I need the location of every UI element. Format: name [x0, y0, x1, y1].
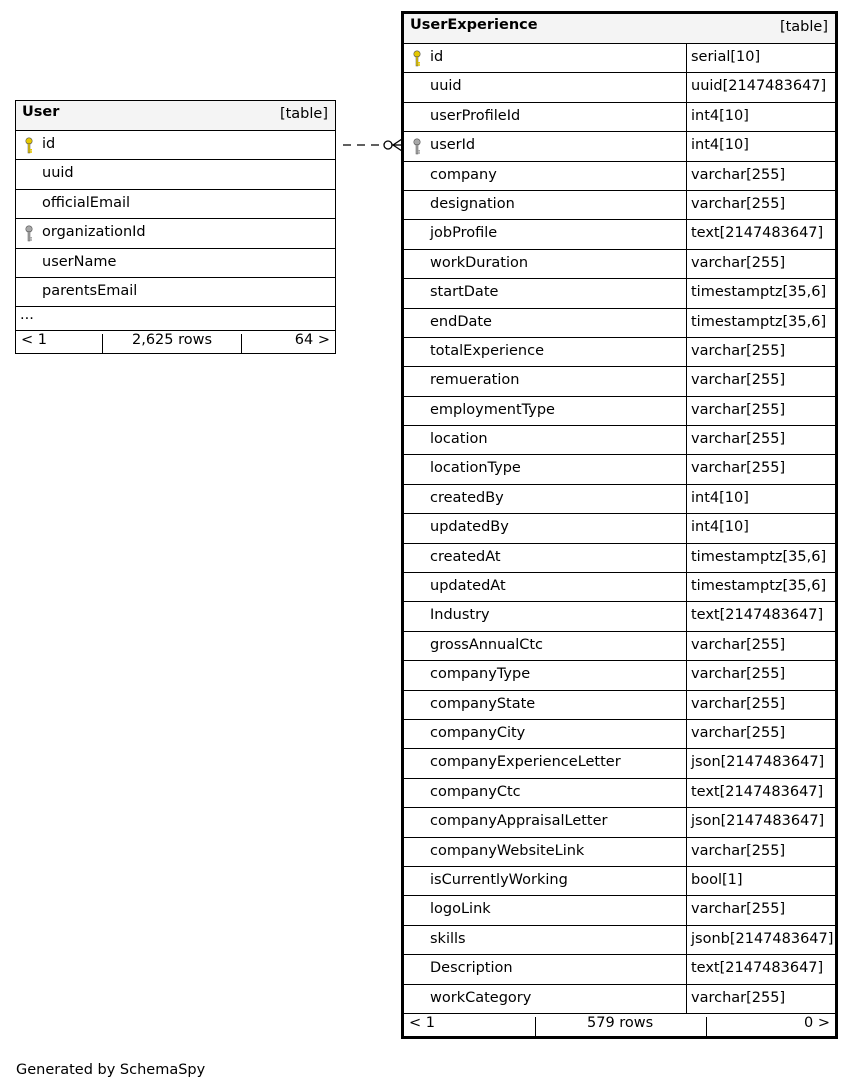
column-name: userId — [430, 137, 476, 154]
column-name: id — [430, 49, 444, 65]
column-row[interactable] — [404, 485, 835, 514]
column-row[interactable] — [404, 338, 835, 367]
cell-divider — [686, 602, 687, 630]
column-type: varchar[255] — [691, 166, 786, 183]
userexperience-table-footer — [404, 1014, 835, 1036]
column-name: companyExperienceLetter — [430, 754, 621, 771]
column-type: bool[1] — [691, 871, 743, 888]
column-row[interactable] — [404, 867, 835, 896]
column-type: varchar[255] — [691, 195, 786, 212]
column-type: varchar[255] — [691, 372, 786, 389]
column-row[interactable] — [404, 955, 835, 984]
cell-divider — [686, 720, 687, 748]
column-type: varchar[255] — [691, 724, 786, 741]
cell-divider — [686, 485, 687, 513]
column-row[interactable] — [404, 426, 835, 455]
cell-divider — [686, 955, 687, 983]
cell-divider — [686, 691, 687, 719]
footer-divider — [706, 1017, 707, 1036]
column-type: timestamptz[35,6] — [691, 548, 827, 565]
cell-divider — [686, 808, 687, 836]
column-name: workCategory — [430, 989, 532, 1006]
column-name: skills — [430, 930, 466, 947]
cell-divider — [686, 191, 687, 219]
column-name: isCurrentlyWorking — [430, 871, 568, 888]
column-name: parentsEmail — [42, 282, 138, 299]
userexperience-table-header[interactable] — [404, 14, 835, 44]
column-name: companyAppraisalLetter — [430, 813, 608, 830]
column-row[interactable] — [16, 278, 335, 307]
user-table-name[interactable]: User — [22, 104, 60, 120]
column-name: logoLink — [430, 901, 491, 918]
user-column-list — [16, 131, 335, 307]
column-name: Description — [430, 960, 513, 977]
column-row[interactable] — [404, 808, 835, 837]
footer-divider — [102, 334, 103, 353]
column-type: varchar[255] — [691, 342, 786, 359]
cell-divider — [686, 162, 687, 190]
user-prev-link[interactable]: < 1 — [21, 332, 47, 349]
foreign-key-icon — [24, 225, 34, 242]
column-row[interactable] — [404, 749, 835, 778]
column-type: varchar[255] — [691, 636, 786, 653]
column-row[interactable] — [404, 455, 835, 484]
column-row[interactable] — [16, 249, 335, 278]
column-type: uuid[2147483647] — [691, 78, 827, 95]
cell-divider — [686, 426, 687, 454]
cell-divider — [686, 132, 687, 160]
column-type: varchar[255] — [691, 460, 786, 477]
column-type: varchar[255] — [691, 666, 786, 683]
column-type: varchar[255] — [691, 254, 786, 271]
foreign-key-icon — [412, 138, 422, 155]
column-type: text[2147483647] — [691, 783, 824, 800]
cell-divider — [686, 397, 687, 425]
userexperience-column-list — [404, 44, 835, 1014]
column-row[interactable] — [404, 838, 835, 867]
column-name: location — [430, 431, 488, 448]
column-row[interactable] — [404, 44, 835, 73]
column-type: varchar[255] — [691, 431, 786, 448]
footer-divider — [241, 334, 242, 353]
column-row[interactable] — [404, 220, 835, 249]
column-type: timestamptz[35,6] — [691, 284, 827, 301]
column-type: int4[10] — [691, 489, 749, 506]
cell-divider — [686, 250, 687, 278]
column-name: organizationId — [42, 224, 146, 241]
primary-key-icon — [412, 50, 422, 67]
column-type: timestamptz[35,6] — [691, 313, 827, 330]
column-name: company — [430, 166, 497, 183]
column-row[interactable] — [404, 397, 835, 426]
column-name: jobProfile — [430, 225, 498, 242]
user-table-type: [table] — [279, 106, 328, 122]
cell-divider — [686, 838, 687, 866]
column-name: remueration — [430, 372, 520, 389]
column-name: updatedAt — [430, 578, 506, 595]
column-type: int4[10] — [691, 107, 749, 124]
column-name: locationType — [430, 460, 521, 477]
column-name: employmentType — [430, 401, 555, 418]
cell-divider — [686, 573, 687, 601]
column-row[interactable] — [404, 573, 835, 602]
column-type: varchar[255] — [691, 695, 786, 712]
column-type: varchar[255] — [691, 401, 786, 418]
column-name: createdAt — [430, 548, 501, 565]
userexperience-prev-link[interactable]: < 1 — [409, 1014, 435, 1031]
column-row[interactable] — [404, 926, 835, 955]
column-row[interactable] — [404, 514, 835, 543]
column-row[interactable] — [404, 162, 835, 191]
column-name: workDuration — [430, 254, 529, 271]
column-row[interactable] — [404, 367, 835, 396]
column-row[interactable] — [404, 691, 835, 720]
column-type: jsonb[2147483647] — [691, 930, 834, 947]
column-row[interactable] — [16, 160, 335, 189]
column-name: id — [42, 136, 56, 152]
column-type: varchar[255] — [691, 989, 786, 1006]
column-name: userName — [42, 253, 117, 270]
column-type: int4[10] — [691, 137, 749, 154]
column-type: json[2147483647] — [691, 813, 825, 830]
cell-divider — [686, 309, 687, 337]
generated-by-credit: Generated by SchemaSpy — [16, 1062, 206, 1078]
footer-divider — [535, 1017, 536, 1036]
column-row[interactable] — [404, 73, 835, 102]
cell-divider — [686, 103, 687, 131]
cell-divider — [686, 896, 687, 924]
cell-divider — [686, 367, 687, 395]
column-row[interactable] — [404, 720, 835, 749]
column-row[interactable] — [404, 779, 835, 808]
column-name: designation — [430, 195, 515, 212]
column-name: companyState — [430, 695, 536, 712]
column-type: text[2147483647] — [691, 607, 824, 624]
cell-divider — [686, 544, 687, 572]
userexperience-table-name[interactable]: UserExperience — [410, 17, 538, 33]
column-row[interactable] — [404, 309, 835, 338]
column-name: companyType — [430, 666, 531, 683]
column-name: createdBy — [430, 489, 504, 506]
user-table-footer — [16, 331, 335, 353]
userexperience-table-type: [table] — [779, 19, 828, 35]
column-type: serial[10] — [691, 49, 761, 65]
column-type: int4[10] — [691, 519, 749, 536]
column-row[interactable] — [16, 219, 335, 248]
column-row[interactable] — [16, 131, 335, 160]
user-table-header[interactable] — [16, 101, 335, 131]
column-name: grossAnnualCtc — [430, 636, 544, 653]
column-type: varchar[255] — [691, 842, 786, 859]
column-name: companyCtc — [430, 783, 521, 800]
column-name: officialEmail — [42, 194, 131, 211]
cell-divider — [686, 632, 687, 660]
column-name: endDate — [430, 313, 492, 330]
more-columns: ... — [16, 307, 335, 331]
cell-divider — [686, 455, 687, 483]
cell-divider — [686, 73, 687, 101]
column-name: startDate — [430, 284, 499, 301]
column-name: Industry — [430, 607, 490, 624]
column-type: json[2147483647] — [691, 754, 825, 771]
cell-divider — [686, 867, 687, 895]
cell-divider — [686, 220, 687, 248]
user-row-count: 2,625 rows — [132, 332, 213, 349]
userexperience-row-count: 579 rows — [587, 1014, 654, 1031]
column-type: varchar[255] — [691, 901, 786, 918]
column-row[interactable] — [404, 279, 835, 308]
column-row[interactable] — [404, 103, 835, 132]
cell-divider — [686, 779, 687, 807]
user-table[interactable] — [15, 100, 336, 354]
column-row[interactable] — [404, 544, 835, 573]
cell-divider — [686, 749, 687, 777]
column-row[interactable] — [404, 632, 835, 661]
column-row[interactable] — [404, 250, 835, 279]
cell-divider — [686, 514, 687, 542]
column-type: text[2147483647] — [691, 960, 824, 977]
column-name: totalExperience — [430, 342, 545, 359]
cell-divider — [686, 279, 687, 307]
cell-divider — [686, 661, 687, 689]
primary-key-icon — [24, 137, 34, 154]
cell-divider — [686, 338, 687, 366]
column-name: uuid — [42, 165, 74, 182]
column-name: companyCity — [430, 724, 526, 741]
column-type: text[2147483647] — [691, 225, 824, 242]
column-row[interactable] — [404, 661, 835, 690]
cell-divider — [686, 926, 687, 954]
column-row[interactable] — [404, 132, 835, 161]
cell-divider — [686, 985, 687, 1013]
column-row[interactable] — [404, 602, 835, 631]
column-name: companyWebsiteLink — [430, 842, 585, 859]
column-row[interactable] — [16, 190, 335, 219]
column-row[interactable] — [404, 191, 835, 220]
column-row[interactable] — [404, 985, 835, 1014]
column-name: updatedBy — [430, 519, 509, 536]
cell-divider — [686, 44, 687, 72]
column-name: userProfileId — [430, 107, 521, 124]
userexperience-next-link[interactable]: 0 > — [804, 1014, 830, 1031]
column-type: timestamptz[35,6] — [691, 578, 827, 595]
column-row[interactable] — [404, 896, 835, 925]
user-next-link[interactable]: 64 > — [294, 332, 330, 349]
userexperience-table[interactable] — [401, 11, 838, 1039]
column-name: uuid — [430, 78, 462, 95]
